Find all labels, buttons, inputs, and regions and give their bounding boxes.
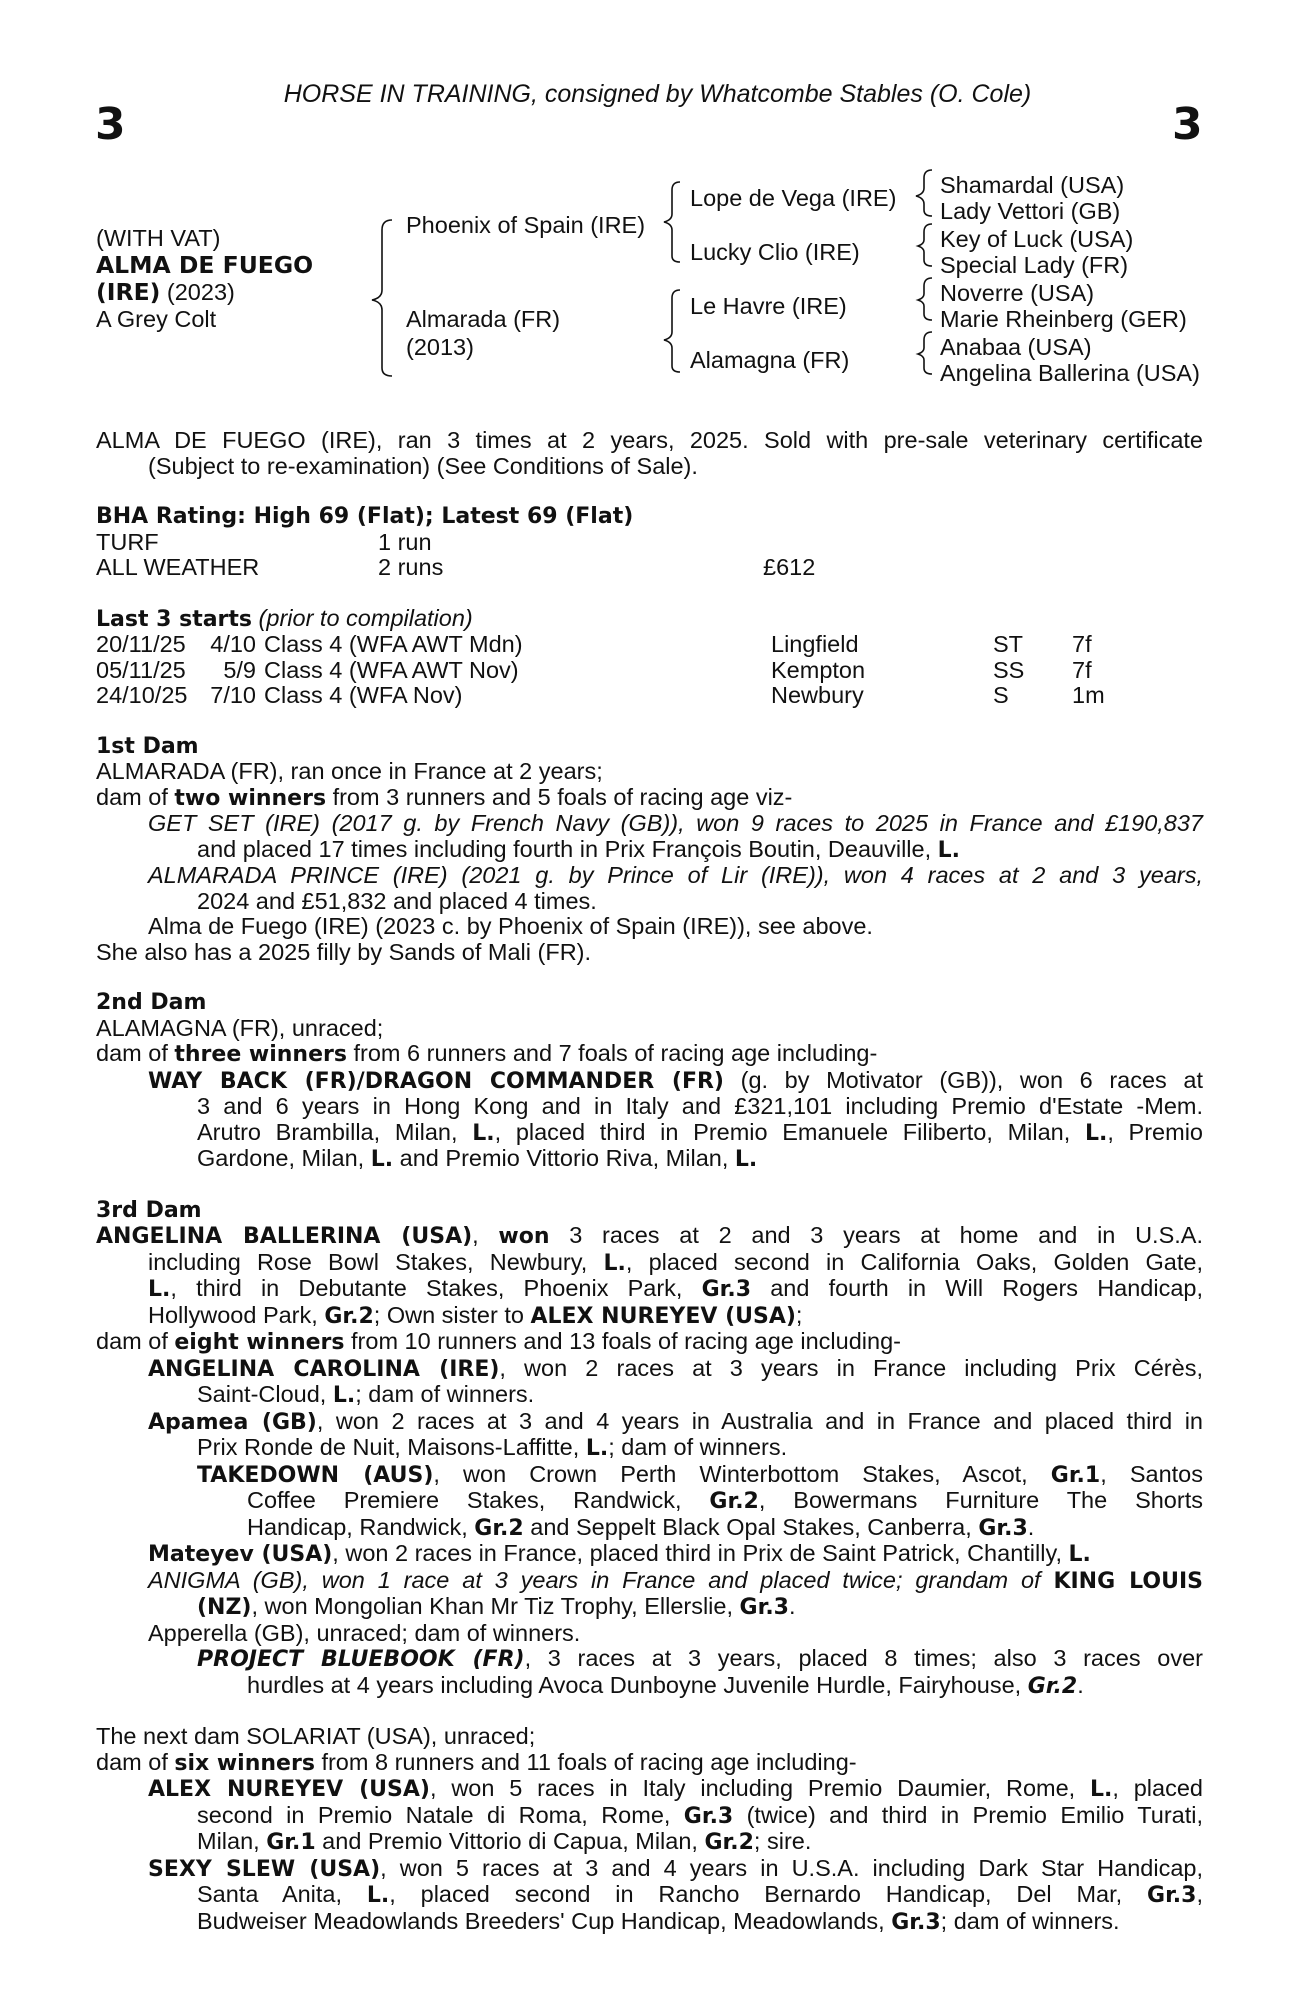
start-row	[96, 683, 1203, 709]
produce-line: ANIGMA (GB), won 1 race at 3 years in France and placed twice; grandam of KING LOUIS	[148, 1566, 1203, 1594]
produce-line: GET SET (IRE) (2017 g. by French Navy (GB)), won 9 races to 2025 in France and £190,837	[148, 810, 1203, 836]
start-race: Class 4 (WFA AWT Nov)	[264, 656, 519, 683]
rating-surface: TURF	[96, 528, 159, 555]
produce-line: and placed 17 times including fourth in Prix François Boutin, Deauville, L.	[197, 835, 961, 863]
produce-line: (NZ), won Mongolian Khan Mr Tiz Trophy, Ellerslie, Gr.3.	[197, 1593, 796, 1620]
produce-line: Handicap, Randwick, Gr.2 and Seppelt Black Opal Stakes, Canberra, Gr.3.	[247, 1513, 1035, 1541]
start-date: 20/11/25	[96, 631, 186, 657]
produce-line: TAKEDOWN (AUS), won Crown Perth Winterbottom Stakes, Ascot, Gr.1, Santos	[197, 1460, 1203, 1488]
start-distance: 7f	[1072, 631, 1092, 657]
produce-line: Prix Ronde de Nuit, Maisons-Laffitte, L.; dam of winners.	[197, 1434, 788, 1461]
first-dam-title: 1st Dam	[96, 733, 199, 759]
dam-line: including Rose Bowl Stakes, Newbury, L., placed second in California Oaks, Golden Gate,	[148, 1248, 1203, 1276]
rating-section	[96, 504, 1203, 581]
brace-ds	[918, 278, 932, 320]
pedigree-dam-year: (2013)	[406, 334, 474, 360]
dam-line: The next dam SOLARIAT (USA), unraced;	[96, 1723, 536, 1749]
next-dam-section	[96, 1724, 1203, 1935]
brace-ss	[916, 170, 932, 216]
dam-line: dam of eight winners from 10 runners and 13 foals of racing age including-	[96, 1328, 901, 1355]
produce-line: Milan, Gr.1 and Premio Vittorio di Capua, Milan, Gr.2; sire.	[197, 1828, 812, 1855]
brace-dam	[664, 290, 680, 372]
pedigree-dam-sire: Le Havre (IRE)	[690, 293, 847, 319]
dam-line: Hollywood Park, Gr.2; Own sister to ALEX NUREYEV (USA);	[148, 1301, 803, 1329]
produce-line: second in Premio Natale di Roma, Rome, Gr.3 (twice) and third in Premio Emilio Turati,	[197, 1801, 1203, 1829]
vat-note: (WITH VAT)	[96, 225, 221, 251]
start-course: Kempton	[771, 656, 866, 683]
start-date: 24/10/25	[96, 682, 188, 708]
horse-description: A Grey Colt	[96, 306, 217, 332]
start-date: 05/11/25	[96, 656, 186, 683]
produce-line: Alma de Fuego (IRE) (2023 c. by Phoenix of Spain (IRE)), see above.	[148, 913, 873, 939]
horse-year: (2023)	[160, 279, 235, 305]
produce-line: Apperella (GB), unraced; dam of winners.	[148, 1619, 581, 1646]
rating-surface: ALL WEATHER	[96, 554, 260, 580]
start-course: Newbury	[771, 682, 864, 708]
rating-prize: £612	[763, 554, 816, 580]
produce-line: Arutro Brambilla, Milan, L., placed third in Premio Emanuele Filiberto, Milan, L., Premio	[197, 1118, 1203, 1146]
produce-line: Santa Anita, L., placed second in Rancho Bernardo Handicap, Del Mar, Gr.3,	[197, 1881, 1203, 1908]
dam-line: ANGELINA BALLERINA (USA), won 3 races at 2 and 3 years at home and in U.S.A.	[96, 1222, 1203, 1249]
produce-line: Budweiser Meadowlands Breeders' Cup Handicap, Meadowlands, Gr.3; dam of winners.	[197, 1907, 1120, 1935]
pedigree-sss: Shamardal (USA)	[940, 172, 1125, 198]
produce-line: hurdles at 4 years including Avoca Dunboyne Juvenile Hurdle, Fairyhouse, Gr.2.	[247, 1671, 1084, 1699]
dam-line: ALMARADA (FR), ran once in France at 2 years;	[96, 758, 603, 784]
pedigree-sds: Key of Luck (USA)	[940, 226, 1134, 252]
second-dam-section	[96, 990, 1203, 1173]
start-race: Class 4 (WFA Nov)	[264, 682, 463, 708]
last-starts-title-bold: Last 3 starts	[96, 606, 253, 632]
start-going: ST	[993, 631, 1024, 657]
pedigree-dds: Anabaa (USA)	[940, 334, 1092, 360]
pedigree-sire-dam: Lucky Clio (IRE)	[690, 239, 860, 265]
produce-line: Apamea (GB), won 2 races at 3 and 4 years in Australia and in France and placed third in	[148, 1407, 1204, 1435]
lot-number-right: 3	[1172, 99, 1203, 150]
pedigree-sire: Phoenix of Spain (IRE)	[406, 212, 646, 238]
start-course: Lingfield	[771, 631, 859, 657]
start-row	[96, 658, 1203, 684]
rating-row	[96, 555, 1203, 581]
start-going: SS	[993, 656, 1025, 683]
brace-dd	[918, 332, 932, 374]
summary	[96, 428, 1203, 479]
pedigree-dam-dam: Alamagna (FR)	[690, 347, 850, 373]
dam-line: dam of two winners from 3 runners and 5 foals of racing age viz-	[96, 783, 793, 811]
produce-line: PROJECT BLUEBOOK (FR), 3 races at 3 years, placed 8 times; also 3 races over	[197, 1645, 1203, 1672]
produce-line: Mateyev (USA), won 2 races in France, placed third in Prix de Saint Patrick, Chantilly, L.	[148, 1540, 1091, 1567]
last-starts-title	[96, 606, 1203, 633]
produce-line: Gardone, Milan, L. and Premio Vittorio Riva, Milan, L.	[197, 1145, 758, 1172]
start-position: 4/10	[210, 631, 256, 657]
start-distance: 7f	[1072, 656, 1092, 683]
pedigree-ssd: Lady Vettori (GB)	[940, 198, 1121, 224]
brace-sire	[664, 182, 680, 262]
pedigree-dsd: Marie Rheinberg (GER)	[940, 306, 1187, 332]
produce-line: 3 and 6 years in Hong Kong and in Italy and £321,101 including Premio d'Estate -Mem.	[197, 1093, 1203, 1119]
dam-line: She also has a 2025 filly by Sands of Mali (FR).	[96, 938, 592, 965]
brace-main	[372, 220, 392, 376]
horse-name: ALMA DE FUEGO	[96, 251, 314, 279]
produce-line: SEXY SLEW (USA), won 5 races at 3 and 4 years in U.S.A. including Dark Star Handicap,	[148, 1854, 1203, 1882]
summary-line: ALMA DE FUEGO (IRE), ran 3 times at 2 years, 2025. Sold with pre-sale veterinary certificate	[96, 427, 1203, 453]
rating-title: BHA Rating: High 69 (Flat); Latest 69 (Flat)	[96, 504, 634, 529]
start-race: Class 4 (WFA AWT Mdn)	[264, 631, 523, 657]
start-position: 7/10	[210, 682, 256, 708]
pedigree-ddd: Angelina Ballerina (USA)	[940, 360, 1200, 386]
start-row	[96, 632, 1203, 658]
lot-number-left: 3	[95, 99, 126, 150]
third-dam-title: 3rd Dam	[96, 1197, 202, 1223]
catalogue-body	[96, 428, 1203, 1935]
dam-line: dam of three winners from 6 runners and 7 foals of racing age including-	[96, 1040, 878, 1067]
pedigree-dss: Noverre (USA)	[940, 280, 1095, 306]
first-dam-section	[96, 734, 1203, 966]
start-going: S	[993, 682, 1009, 708]
third-dam-section	[96, 1198, 1203, 1700]
rating-runs: 1 run	[378, 528, 432, 555]
last-starts-section	[96, 606, 1203, 709]
dam-line: dam of six winners from 8 runners and 11 foals of racing age including-	[96, 1748, 857, 1776]
pedigree-sdd: Special Lady (FR)	[940, 252, 1129, 278]
summary-line: (Subject to re-examination) (See Conditions of Sale).	[148, 452, 698, 479]
produce-line: ALEX NUREYEV (USA), won 5 races in Italy including Premio Daumier, Rome, L., placed	[148, 1775, 1203, 1802]
second-dam-title: 2nd Dam	[96, 990, 207, 1015]
rating-runs: 2 runs	[378, 554, 444, 580]
horse-country: (IRE)	[96, 278, 161, 306]
dam-line: L., third in Debutante Stakes, Phoenix Park, Gr.3 and fourth in Will Rogers Handicap,	[148, 1275, 1204, 1302]
produce-line: Saint-Cloud, L.; dam of winners.	[197, 1381, 535, 1408]
rating-row	[96, 530, 1203, 556]
catalogue-header: HORSE IN TRAINING, consigned by Whatcombe Stables (O. Cole)	[283, 80, 1032, 108]
produce-line: ANGELINA CAROLINA (IRE), won 2 races at 3 years in France including Prix Cérès,	[148, 1354, 1203, 1382]
pedigree-dam: Almarada (FR)	[406, 306, 561, 332]
produce-line: Coffee Premiere Stakes, Randwick, Gr.2, Bowermans Furniture The Shorts	[247, 1487, 1203, 1514]
start-distance: 1m	[1072, 682, 1105, 708]
produce-line: WAY BACK (FR)/DRAGON COMMANDER (FR) (g. by Motivator (GB)), won 6 races at	[148, 1066, 1203, 1094]
pedigree-sire-sire: Lope de Vega (IRE)	[690, 185, 897, 211]
start-position: 5/9	[223, 656, 256, 683]
dam-line: ALAMAGNA (FR), unraced;	[96, 1014, 384, 1041]
last-starts-title-note: (prior to compilation)	[252, 604, 473, 631]
produce-line: ALMARADA PRINCE (IRE) (2021 g. by Prince of Lir (IRE)), won 4 races at 2 and 3 years,	[148, 862, 1203, 888]
brace-sd	[918, 224, 932, 266]
produce-line: 2024 and £51,832 and placed 4 times.	[197, 887, 597, 914]
